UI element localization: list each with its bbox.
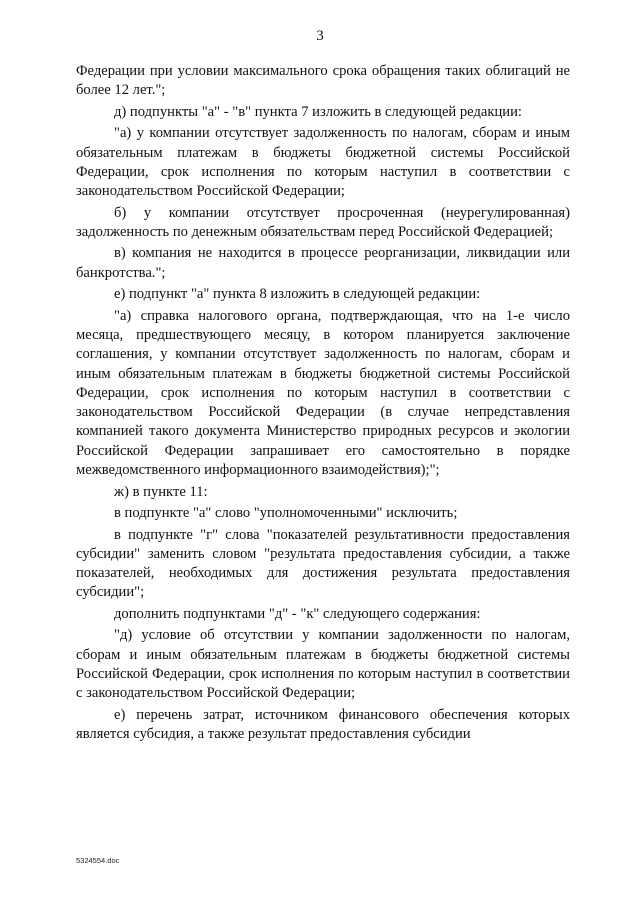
paragraph-5: в) компания не находится в процессе реорганизации, ликвидации или банкротства."; — [76, 245, 570, 281]
paragraph-12: "д) условие об отсутствии у компании задолженности по налогам, сборам и иным обязательным платежам в бюджеты бюджетной системы Российской Федерации, срок исполнения по которым наступил в соответствии с законодательством Российской Федерации; — [76, 627, 570, 702]
paragraph-6: е) подпункт "а" пункта 8 изложить в следующей редакции: — [114, 286, 481, 303]
file-name-footer: 5324554.doc — [76, 856, 120, 865]
paragraph-11: дополнить подпунктами "д" - "к" следующего содержания: — [114, 605, 481, 622]
paragraph-13: е) перечень затрат, источником финансового обеспечения которых является субсидия, а также результат предоставления субсидии — [76, 706, 570, 743]
document-body — [76, 62, 570, 747]
paragraph-7: "а) справка налогового органа, подтверждающая, что на 1-е число месяца, предшествующего месяцу, в котором планируется заключение соглашения, у компании отсутствует задолженность по налогам, сборам и иным обязательным платежам в бюджеты бюджетной системы Российской Федерации, срок исполнения по которым наступил в соответствии с законодательством Российской Федерации (в случае непредставления компанией такого документа Министерство природных ресурсов и экологии Российской Федерации запрашивает его самостоятельно в порядке межведомственного информационного взаимодействия);"; — [76, 307, 570, 479]
paragraph-3: "а) у компании отсутствует задолженность по налогам, сборам и иным обязательным платежам в бюджеты бюджетной системы Российской Федерации, срок исполнения по которым наступил в соответствии с законодательством Российской Федерации; — [76, 125, 570, 200]
page-number: 3 — [316, 28, 324, 44]
paragraph-8: ж) в пункте 11: — [114, 483, 208, 500]
paragraph-2: д) подпункты "а" - "в" пункта 7 изложить в следующей редакции: — [114, 103, 522, 120]
paragraph-4: б) у компании отсутствует просроченная (неурегулированная) задолженность по денежным обязательствам перед Российской Федерацией; — [76, 204, 570, 240]
paragraph-9: в подпункте "а" слово "уполномоченными" исключить; — [114, 505, 458, 522]
paragraph-1: Федерации при условии максимального срока обращения таких облигаций не более 12 лет."; — [76, 63, 570, 99]
paragraph-10: в подпункте "г" слова "показателей результативности предоставления субсидии" заменить словом "результата предоставления субсидии, а также показателей, необходимых для достижения результата предоставления субсидии"; — [76, 526, 570, 601]
